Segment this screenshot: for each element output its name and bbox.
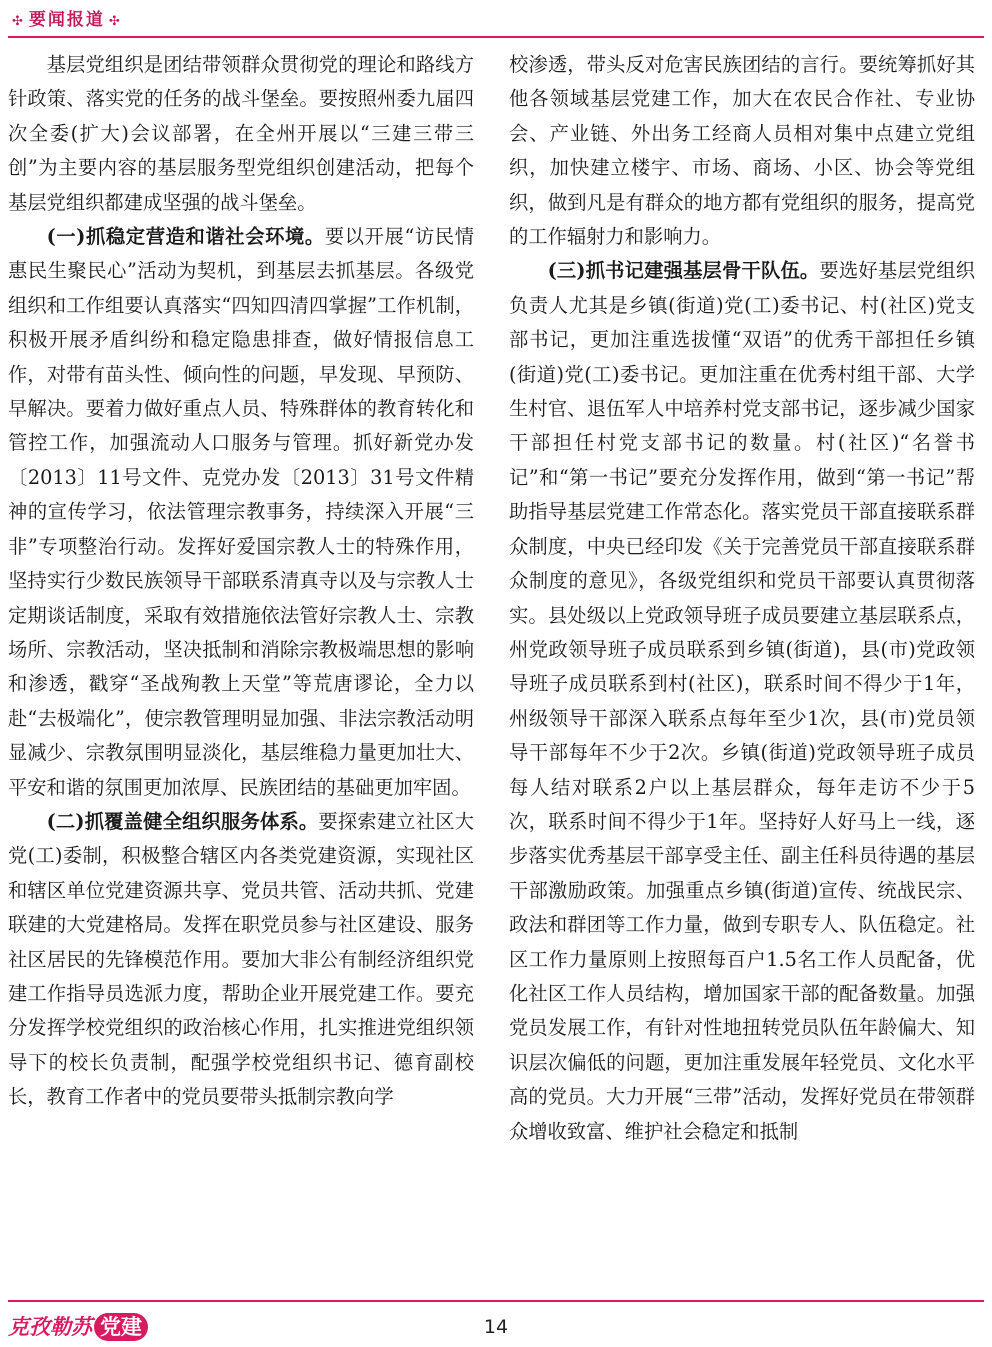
section-3-body: 要选好基层党组织负责人尤其是乡镇(街道)党(工)委书记、村(社区)党支部书记，更加注重选拔懂“双语”的优秀干部担任乡镇(街道)党(工)委书记。更加注重在优秀村组干部、大学生村官、退伍军人中培养村党支部书记，逐步减少国家干部担任村党支部书记的数量。村(社区)“名誉书记”和“第一书记”要充分发挥作用，做到“第一书记”帮助指导基层党建工作常态化。落实党员干部直接联系群众制度，中央已经印发《关于完善党员干部直接联系群众制度的意见》，各级党组织和党员干部要认真贯彻落实。县处级以上党政领导班子成员要建立基层联系点，州党政领导班子成员联系到乡镇(街道)，县(市)党政领导班子成员联系到村(社区)，联系时间不得少于1年，州级领导干部深入联系点每年至少1次，县(市)党员领导干部每年不少于2次。乡镇(街道)党政领导班子成员每人结对联系2户以上基层群众，每年走访不少于5次，联系时间不得少于1年。坚持好人好马上一线，逐步落实优秀基层干部享受主任、副主任科员待遇的基层干部激励政策。加强重点乡镇(街道)宣传、统战民宗、政法和群团等工作力量，做到专职专人、队伍稳定。社区工作力量原则上按照每百户1.5名工作人员配备，优化社区工作人员结构，增加国家干部的配备数量。加强党员发展工作，有针对性地扭转党员队伍年龄偏大、知识层次偏低的问题，更加注重发展年轻党员、文化水平高的党员。大力开展“三带”活动，发挥好党员在带领群众增收致富、维护社会稳定和抵制 <box>509 259 975 1143</box>
header-divider <box>8 36 984 38</box>
section-2-body: 要探索建立社区大党(工)委制，积极整合辖区内各类党建资源，实现社区和辖区单位党建资源共享、党员共管、活动共抓、党建联建的大党建格局。发挥在职党员参与社区建设、服务社区居民的先锋模范作用。要加大非公有制经济组织党建工作指导员选派力度，帮助企业开展党建工作。要充分发挥学校党组织的政治核心作用，扎实推进党组织领导下的校长负责制，配强学校党组织书记、德育副校长，教育工作者中的党员要带头抵制宗教向学 <box>8 809 474 1109</box>
section-1-paragraph <box>8 220 474 805</box>
section-title <box>8 8 126 32</box>
ornament-icon: ✣ <box>12 14 25 29</box>
left-column <box>8 48 474 1298</box>
section-title-text: 要闻报道 <box>28 10 105 30</box>
publication-logo-badge: 党建 <box>94 1313 148 1341</box>
publication-logo-text: 克孜勒苏 <box>8 1315 92 1339</box>
page-number: 14 <box>483 1316 509 1338</box>
section-2-heading: (二)抓覆盖健全组织服务体系。 <box>46 809 319 833</box>
section-3-paragraph <box>509 254 975 1149</box>
section-2-continued: 校渗透，带头反对危害民族团结的言行。要统筹抓好其他各领域基层党建工作，加大在农民合作社、专业协会、产业链、外出务工经商人员相对集中点建立党组织，加快建立楼宇、市场、商场、小区、协会等党组织，做到凡是有群众的地方都有党组织的服务，提高党的工作辐射力和影响力。 <box>509 53 975 249</box>
section-1-body: 要以开展“访民情惠民生聚民心”活动为契机，到基层去抓基层。各级党组织和工作组要认真落实“四知四清四掌握”工作机制，积极开展矛盾纠纷和稳定隐患排查，做好情报信息工作，对带有苗头性、倾向性的问题，早发现、早预防、早解决。要着力做好重点人员、特殊群体的教育转化和管控工作，加强流动人口服务与管理。抓好新党办发〔2013〕11号文件、克党办发〔2013〕31号文件精神的宣传学习，依法管理宗教事务，持续深入开展“三非”专项整治行动。发挥好爱国宗教人士的特殊作用，坚持实行少数民族领导干部联系清真寺以及与宗教人士定期谈话制度，采取有效措施依法管好宗教人士、宗教场所、宗教活动，坚决抵制和消除宗教极端思想的影响和渗透，戳穿“圣战殉教上天堂”等荒唐谬论，全力以赴“去极端化”，使宗教管理明显加强、非法宗教活动明显减少、宗教氛围明显淡化，基层维稳力量更加壮大、平安和谐的氛围更加浓厚、民族团结的基础更加牢固。 <box>8 225 474 799</box>
section-3-heading: (三)抓书记建强基层骨干队伍。 <box>547 259 820 283</box>
right-column <box>509 48 975 1298</box>
intro-paragraph: 基层党组织是团结带领群众贯彻党的理论和路线方针政策、落实党的任务的战斗堡垒。要按照州委九届四次全委(扩大)会议部署，在全州开展以“三建三带三创”为主要内容的基层服务型党组织创建活动，把每个基层党组织都建成坚强的战斗堡垒。 <box>8 53 474 214</box>
section-1-heading: (一)抓稳定营造和谐社会环境。 <box>46 225 325 249</box>
section-2-paragraph <box>8 805 474 1115</box>
ornament-icon: ✣ <box>108 14 122 29</box>
footer-divider <box>8 1300 984 1302</box>
page-header <box>0 0 992 42</box>
publication-logo <box>8 1312 148 1342</box>
